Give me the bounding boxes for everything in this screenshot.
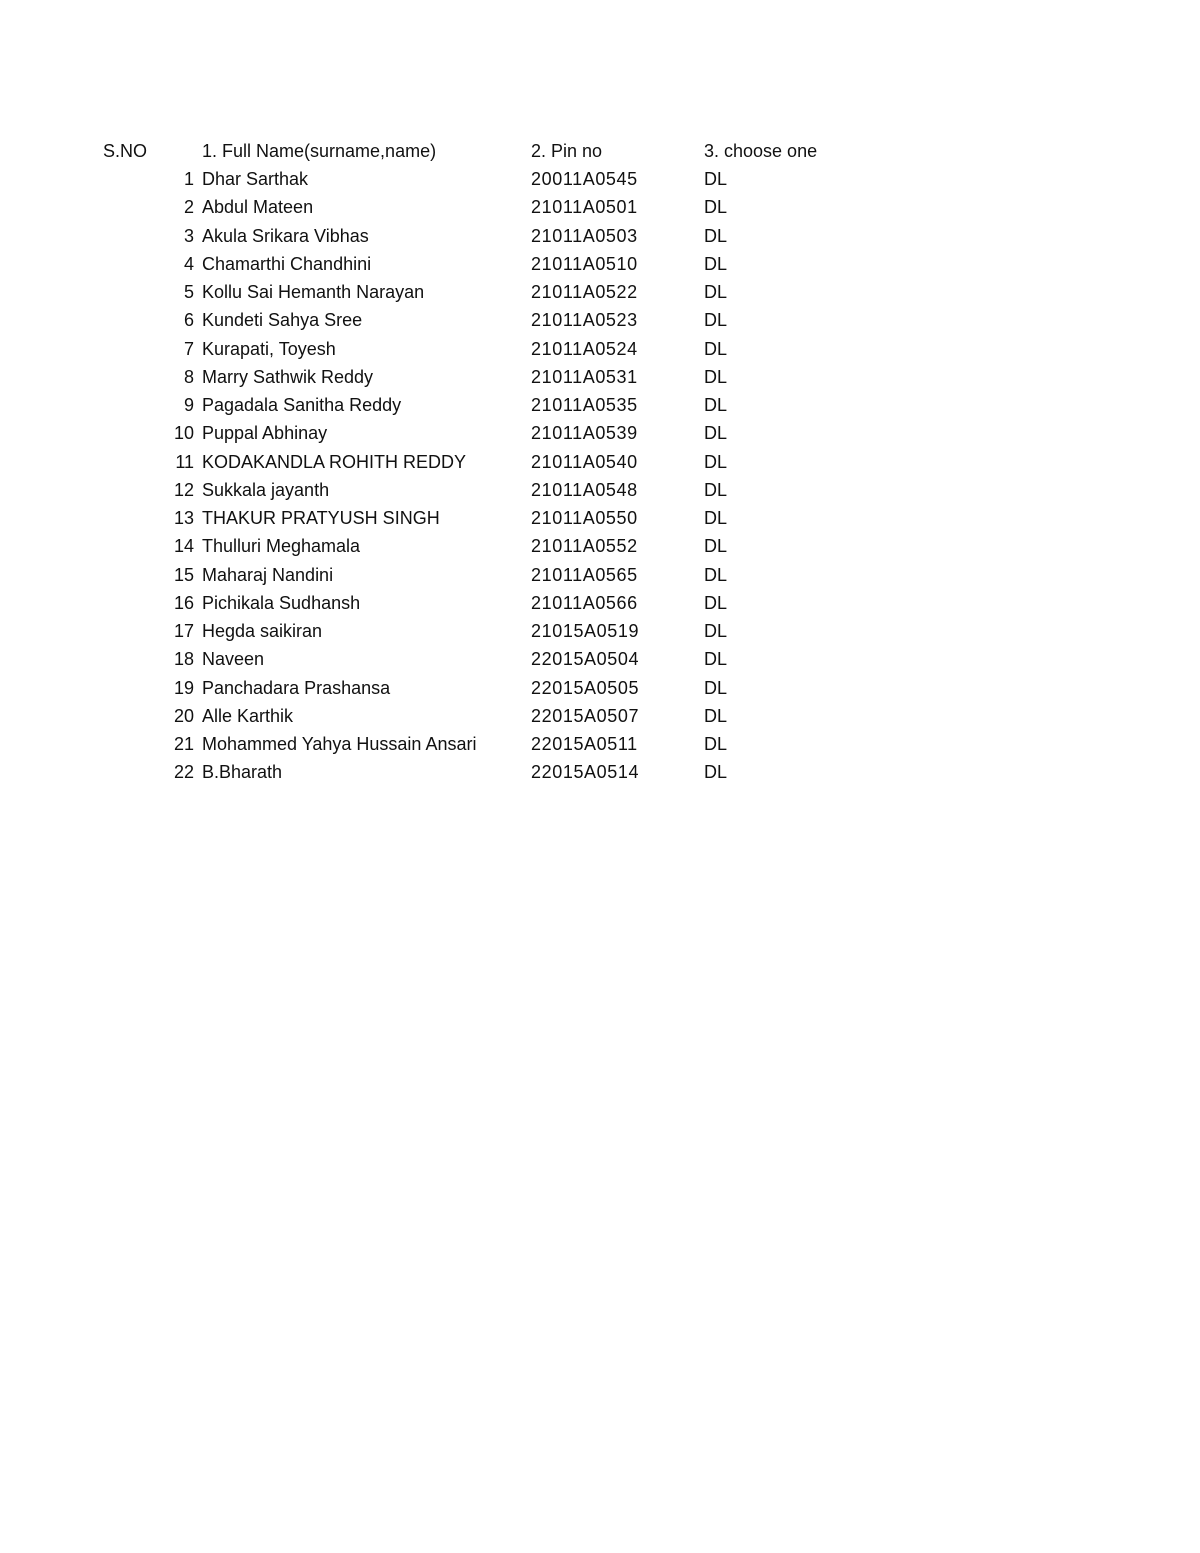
table-row — [0, 476, 1200, 504]
row-full-name: Naveen — [202, 649, 265, 670]
table-row — [0, 589, 1200, 617]
row-number: 2 — [183, 197, 194, 218]
header-full-name: 1. Full Name(surname,name) — [202, 141, 437, 161]
row-full-name: THAKUR PRATYUSH SINGH — [202, 508, 440, 528]
table-row — [0, 419, 1200, 447]
row-pin: 21011A0566 — [531, 592, 638, 613]
row-number: 3 — [183, 225, 194, 246]
row-number: 18 — [173, 649, 194, 670]
row-number: 14 — [173, 536, 194, 557]
header-sno: S.NO — [103, 141, 148, 161]
table-row — [0, 448, 1200, 476]
row-number: 13 — [173, 508, 194, 528]
row-full-name: Abdul Mateen — [202, 197, 314, 218]
row-full-name: KODAKANDLA ROHITH REDDY — [202, 451, 467, 472]
row-pin: 21015A0519 — [531, 621, 640, 641]
row-full-name: Alle Karthik — [202, 705, 294, 726]
row-full-name: Kurapati, Toyesh — [202, 338, 336, 359]
table-row — [0, 335, 1200, 363]
table-row — [0, 306, 1200, 334]
row-pin: 21011A0565 — [531, 564, 638, 585]
table-row — [0, 532, 1200, 560]
table-row — [0, 758, 1200, 786]
row-choice: DL — [704, 479, 728, 500]
row-full-name: Marry Sathwik Reddy — [202, 366, 374, 387]
row-choice: DL — [704, 366, 728, 387]
row-choice: DL — [704, 253, 728, 274]
row-number: 12 — [173, 479, 194, 500]
table-row — [0, 504, 1200, 532]
row-choice: DL — [704, 282, 728, 302]
row-full-name: Sukkala jayanth — [202, 479, 330, 500]
row-full-name: Hegda saikiran — [202, 621, 323, 641]
table-row — [0, 674, 1200, 702]
row-full-name: Pichikala Sudhansh — [202, 592, 361, 613]
row-number: 8 — [183, 366, 194, 387]
table-row — [0, 363, 1200, 391]
row-full-name: Thulluri Meghamala — [202, 536, 361, 557]
row-pin: 22015A0514 — [531, 762, 640, 783]
row-pin: 21011A0522 — [531, 282, 638, 302]
table-row — [0, 165, 1200, 193]
row-pin: 21011A0531 — [531, 366, 638, 387]
row-pin: 21011A0510 — [531, 253, 638, 274]
row-full-name: Mohammed Yahya Hussain Ansari — [202, 734, 477, 754]
row-full-name: Dhar Sarthak — [202, 169, 309, 189]
row-choice: DL — [704, 423, 728, 444]
row-pin: 22015A0504 — [531, 649, 640, 670]
row-full-name: Maharaj Nandini — [202, 564, 334, 585]
row-number: 9 — [183, 395, 194, 415]
table-row — [0, 561, 1200, 589]
row-number: 22 — [173, 762, 194, 783]
table-row — [0, 645, 1200, 673]
row-number: 17 — [173, 621, 194, 641]
row-pin: 21011A0501 — [531, 197, 638, 218]
row-number: 6 — [183, 310, 194, 331]
row-choice: DL — [704, 338, 728, 359]
row-full-name: Pagadala Sanitha Reddy — [202, 395, 402, 415]
row-number: 15 — [173, 564, 194, 585]
row-pin: 21011A0540 — [531, 451, 638, 472]
row-number: 16 — [173, 592, 194, 613]
row-pin: 21011A0523 — [531, 310, 638, 331]
row-pin: 21011A0539 — [531, 423, 638, 444]
row-number: 19 — [173, 677, 194, 698]
row-number: 21 — [173, 734, 194, 754]
row-full-name: B.Bharath — [202, 762, 283, 783]
row-pin: 21011A0548 — [531, 479, 638, 500]
table-row — [0, 278, 1200, 306]
row-choice: DL — [704, 677, 728, 698]
table-row — [0, 391, 1200, 419]
row-full-name: Panchadara Prashansa — [202, 677, 391, 698]
row-full-name: Kundeti Sahya Sree — [202, 310, 363, 331]
row-choice: DL — [704, 225, 728, 246]
row-pin: 22015A0511 — [531, 734, 638, 754]
row-choice: DL — [704, 451, 728, 472]
row-pin: 21011A0550 — [531, 508, 638, 528]
row-number: 4 — [183, 253, 194, 274]
row-full-name: Akula Srikara Vibhas — [202, 225, 369, 246]
row-choice: DL — [704, 734, 728, 754]
row-full-name: Puppal Abhinay — [202, 423, 328, 444]
row-pin: 21011A0524 — [531, 338, 638, 359]
row-choice: DL — [704, 621, 728, 641]
row-number: 20 — [173, 705, 194, 726]
row-choice: DL — [704, 762, 728, 783]
row-choice: DL — [704, 649, 728, 670]
row-pin: 22015A0507 — [531, 705, 640, 726]
row-choice: DL — [704, 395, 728, 415]
row-choice: DL — [704, 564, 728, 585]
row-number: 1 — [183, 169, 194, 189]
row-choice: DL — [704, 508, 728, 528]
row-choice: DL — [704, 310, 728, 331]
row-choice: DL — [704, 592, 728, 613]
row-number: 11 — [175, 451, 194, 472]
row-number: 10 — [173, 423, 194, 444]
row-full-name: Kollu Sai Hemanth Narayan — [202, 282, 425, 302]
row-pin: 21011A0503 — [531, 225, 638, 246]
table-row — [0, 193, 1200, 221]
row-choice: DL — [704, 536, 728, 557]
row-pin: 22015A0505 — [531, 677, 640, 698]
row-pin: 21011A0552 — [531, 536, 638, 557]
table-row — [0, 702, 1200, 730]
table-row — [0, 222, 1200, 250]
table-row — [0, 617, 1200, 645]
header-choice: 3. choose one — [704, 141, 818, 161]
row-choice: DL — [704, 197, 728, 218]
header-row — [0, 137, 1200, 165]
row-pin: 20011A0545 — [531, 169, 638, 189]
row-full-name: Chamarthi Chandhini — [202, 253, 372, 274]
row-choice: DL — [704, 705, 728, 726]
row-pin: 21011A0535 — [531, 395, 638, 415]
table-row — [0, 730, 1200, 758]
row-number: 5 — [183, 282, 194, 302]
table-row — [0, 250, 1200, 278]
row-choice: DL — [704, 169, 728, 189]
header-pin: 2. Pin no — [531, 141, 603, 161]
row-number: 7 — [183, 338, 194, 359]
